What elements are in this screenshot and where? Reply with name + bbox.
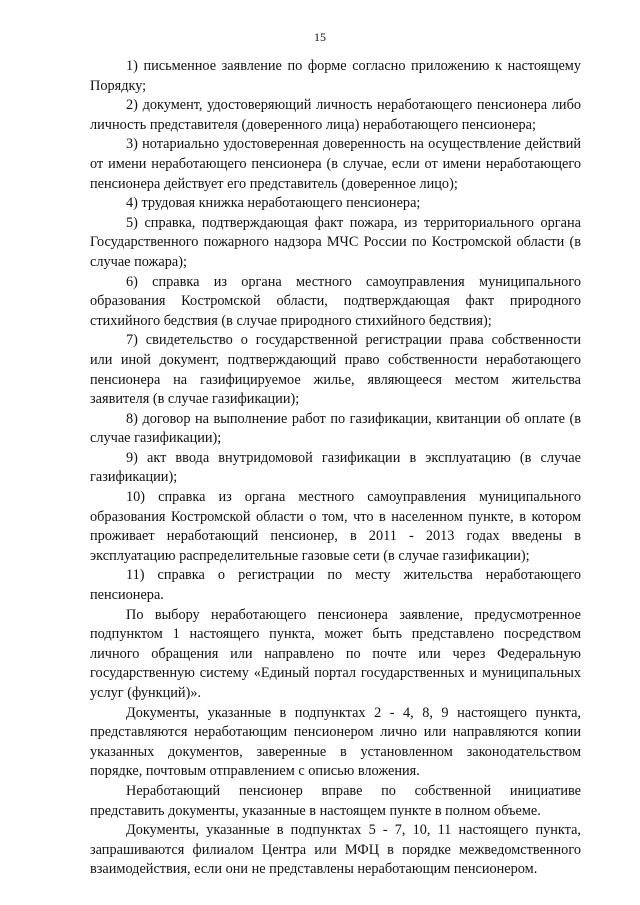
paragraph-item-5: 5) справка, подтверждающая факт пожара, из территориального органа Государственного пожарного надзора МЧС России по Костромской области (в случае пожара); <box>90 214 581 270</box>
paragraph-item-10: 10) справка из органа местного самоуправления муниципального образования Костромской области о том, что в населенном пункте, в котором проживает неработающий пенсионер, в 2011 - 2013 годах введены в эксплуатацию распределительные газовые сети (в случае газификации); <box>90 489 581 564</box>
paragraph-item-7: 7) свидетельство о государственной регистрации права собственности или иной документ, подтверждающий право собственности неработающего пенсионера на газифицируемое жилье, являющееся местом жительства заявителя (в случае газификации); <box>90 332 581 408</box>
document-body <box>90 57 581 880</box>
paragraph-item-2: 2) документ, удостоверяющий личность неработающего пенсионера либо личность представителя (доверенного лица) неработающего пенсионера; <box>90 97 581 133</box>
page-number: 15 <box>314 30 326 44</box>
paragraph-submission-options: По выбору неработающего пенсионера заявление, предусмотренное подпунктом 1 настоящего пункта, может быть представлено посредством личного обращения или направлено по почте или через Федеральную государственную систему «Единый портал государственных и муниципальных услуг (функций)». <box>90 606 581 701</box>
paragraph-item-1: 1) письменное заявление по форме согласно приложению к настоящему Порядку; <box>90 58 581 94</box>
paragraph-item-4: 4) трудовая книжка неработающего пенсионера; <box>126 195 421 212</box>
paragraph-own-initiative: Неработающий пенсионер вправе по собственной инициативе представить документы, указанные в настоящем пункте в полном объеме. <box>90 782 581 819</box>
paragraph-item-6: 6) справка из органа местного самоуправления муниципального образования Костромской области, подтверждающая факт природного стихийного бедствия (в случае природного стихийного бедствия); <box>90 273 581 329</box>
paragraph-item-11: 11) справка о регистрации по месту жительства неработающего пенсионера. <box>90 567 581 604</box>
paragraph-documents-personal: Документы, указанные в подпунктах 2 - 4, 8, 9 настоящего пункта, представляются неработающим пенсионером лично или направляются копии указанных документов, заверенные в установленном законодательством порядке, почтовым отправлением с описью вложения. <box>90 704 581 780</box>
paragraph-item-8: 8) договор на выполнение работ по газификации, квитанции об оплате (в случае газификации); <box>90 410 581 447</box>
paragraph-item-3: 3) нотариально удостоверенная доверенность на осуществление действий от имени неработающего пенсионера (в случае, если от имени неработающего пенсионера действует его представитель (доверенное лицо); <box>90 136 581 192</box>
paragraph-item-9: 9) акт ввода внутридомовой газификации в эксплуатацию (в случае газификации); <box>90 449 581 486</box>
paragraph-interagency-request: Документы, указанные в подпунктах 5 - 7, 10, 11 настоящего пункта, запрашиваются филиалом Центра или МФЦ в порядке межведомственного взаимодействия, если они не представлены неработающим пенсионером. <box>90 822 581 878</box>
